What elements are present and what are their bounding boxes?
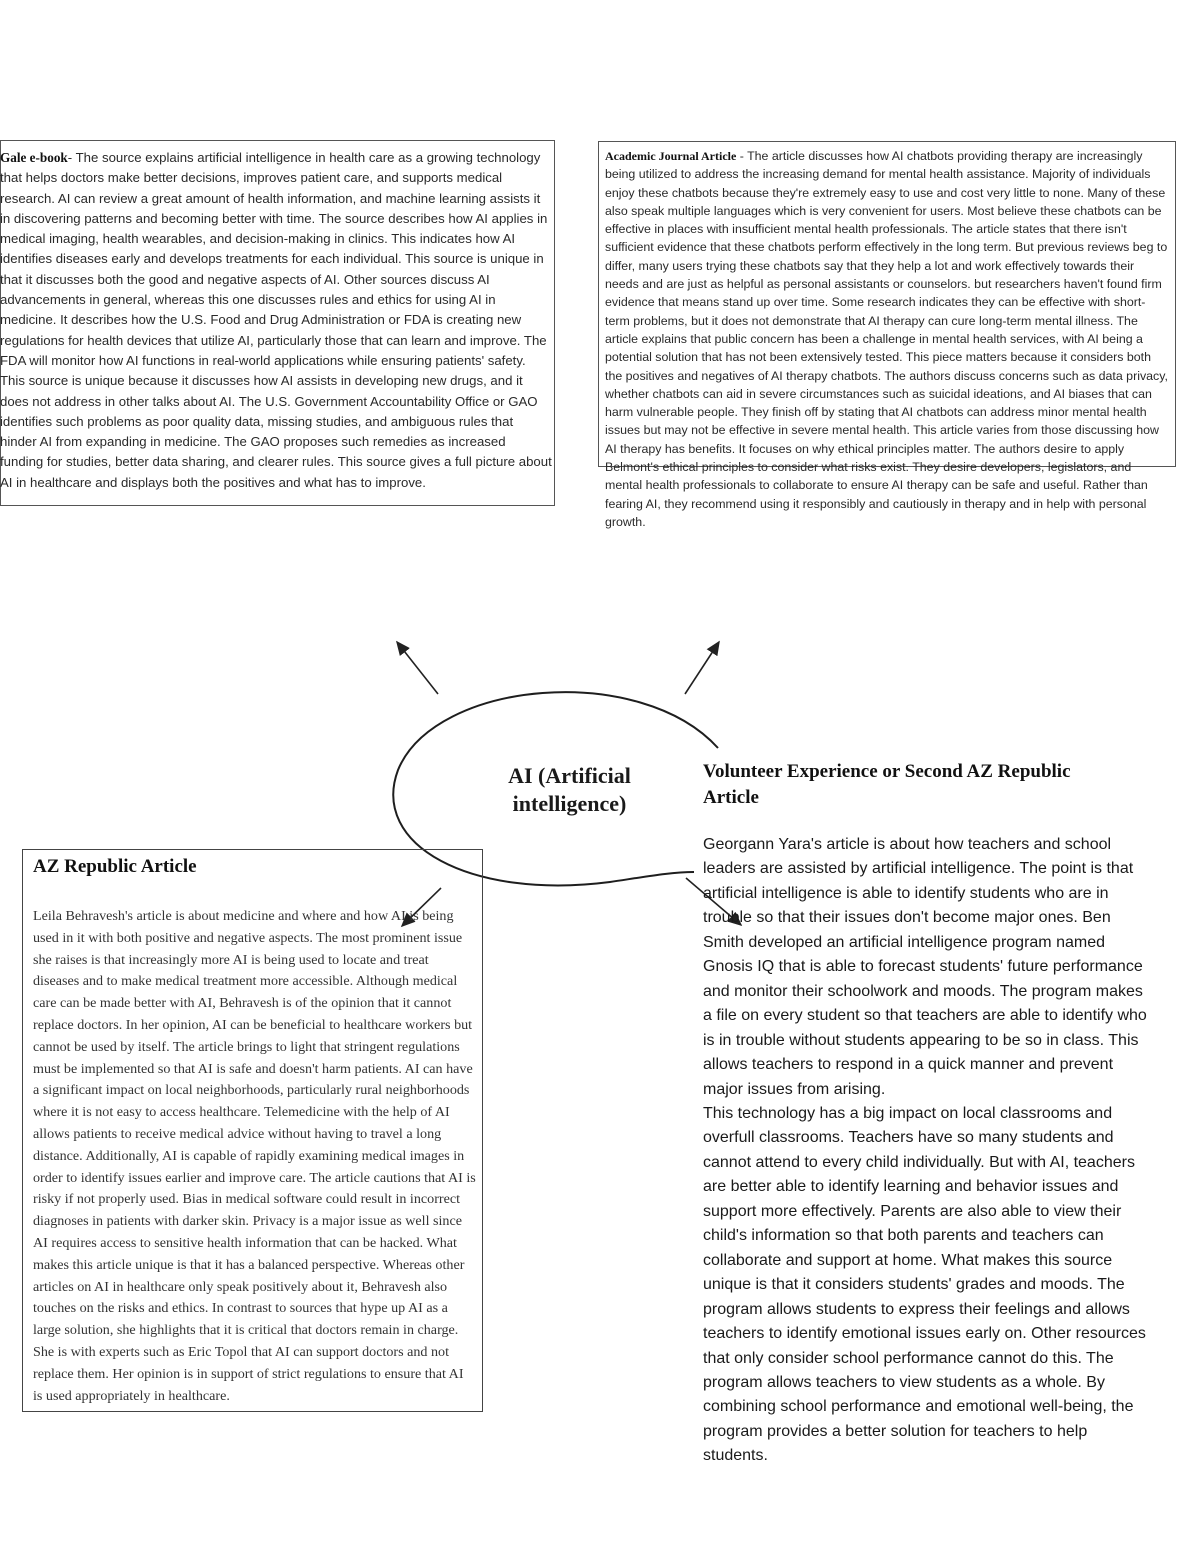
volunteer-heading: Volunteer Experience or Second AZ Republic Article bbox=[703, 761, 1071, 808]
az-republic-heading: AZ Republic Article bbox=[33, 856, 197, 877]
gale-ebook-summary bbox=[0, 148, 552, 493]
gale-ebook-text: - The source explains artificial intelligence in health care as a growing technology that helps doctors make better decisions, improves patient care, and supports medical research. AI can review a great amount of health information, and machine learning assists it in discovering patterns and becoming better with time. The source describes how AI applies in medical imaging, health wearables, and decision-making in clinics. This indicates how AI identifies diseases early and develops treatments for each individual. This source is unique in that it discusses both the good and negative aspects of AI. Other sources discuss AI advancements in general, whereas this one discusses rules and ethics for using AI in medicine. It describes how the U.S. Food and Drug Administration or FDA is creating new regulations for health devices that utilize AI, particularly those that can learn and improve. The FDA will monitor how AI functions in real-world applications while ensuring patients' safety. This source is unique because it discusses how AI assists in developing new drugs, and it does not address in other talks about AI. The U.S. Government Accountability Office or GAO identifies such problems as poor quality data, missing studies, and ambiguous rules that hinder AI from expanding in medicine. The GAO proposes such remedies as increased funding for studies, better data sharing, and clearer rules. This source gives a full picture about AI in healthcare and displays both the positives and what has to improve. bbox=[0, 150, 552, 490]
volunteer-paragraph-1: Georgann Yara's article is about how teachers and school leaders are assisted by artificial intelligence. The point is that artificial intelligence is able to identify students who are in trouble so that their issues don't become major ones. Ben Smith developed an artificial intelligence program named Gnosis IQ that is able to forecast students' future performance and monitor their schoolwork and moods. The program makes a file on every student so that teachers are able to identify who is in trouble without students appearing to be so in class. This allows teachers to respond in a quick manner and prevent major issues from arising. bbox=[703, 836, 1147, 1098]
az-republic-summary: Leila Behravesh's article is about medicine and where and how AI is being used in it with both positive and negative aspects. The most prominent issue she raises is that increasingly more AI is being used to locate and treat diseases and to make medical treatment more accessible. Although medical care can be made better with AI, Behravesh is of the opinion that it cannot replace doctors. In her opinion, AI can be beneficial to healthcare workers but cannot be used by itself. The article brings to light that stringent regulations must be implemented so that AI is safe and doesn't harm patients. AI can have a significant impact on local neighborhoods, particularly rural neighborhoods where it is not easy to access healthcare. Telemedicine with the help of AI allows patients to receive medical advice without having to travel a long distance. Additionally, AI is capable of rapidly examining medical images in order to identify issues earlier and improve care. The article cautions that AI is risky if not properly used. Bias in medical software could result in incorrect diagnoses in patients with darker skin. Privacy is a major issue as well since AI requires access to sensitive health information that can be hacked. What makes this article unique is that it has a balanced perspective. Whereas other articles on AI in healthcare only speak positively about it, Behravesh also touches on the risks and ethics. In contrast to sources that hype up AI as a large solution, she highlights that it is critical that doctors remain in charge. She is with experts such as Eric Topol that AI can support doctors and not replace them. Her opinion is in support of strict regulations to ensure that AI is used appropriately in healthcare. bbox=[33, 908, 476, 1404]
journal-article-summary bbox=[605, 147, 1170, 531]
volunteer-summary bbox=[703, 833, 1148, 1469]
journal-article-label: Academic Journal Article bbox=[605, 149, 737, 163]
arrow-to-gale bbox=[397, 642, 438, 694]
journal-article-text: - The article discusses how AI chatbots providing therapy are increasingly being utilized to address the increasing demand for mental health assistance. Majority of individuals enjoy these chatbots because they're extremely easy to use and cost very little to none. Many of these also speak multiple languages which is very convenient for users. Most believe these chatbots can be effective in places with insufficient mental health professionals. The article states that there isn't sufficient evidence that these chatbots perform effectively in the long term. But previous reviews beg to differ, many users trying these chatbots say that they help a lot and work effectively towards their needs and are just as helpful as personal assistants or counselors. but researchers haven't found firm evidence that means stand up over time. Some research indicates they can be effective with short-term problems, but it does not demonstrate that AI therapy can cure long-term mental illness. The article explains that public concern has been a challenge in mental health services, with AI being a potential solution that has not been extensively tested. This piece matters because it considers both the positives and negatives of AI therapy chatbots. The authors discuss concerns such as data privacy, whether chatbots can aid in severe circumstances such as suicidal ideations, and AI biases that can harm vulnerable people. They finish off by stating that AI chatbots can address minor mental health issues but may not be effective in severe mental health. This article varies from those discussing how AI therapy has benefits. It focuses on why ethical principles matter. The authors desire to apply Belmont's ethical principles to consider what risks exist. They desire developers, legislators, and mental health professionals to collaborate to ensure AI therapy can be safe and useful. Rather than fearing AI, they recommend using it responsibly and cautiously in therapy and in help with personal growth. bbox=[605, 149, 1168, 529]
arrow-to-journal bbox=[685, 642, 719, 694]
center-topic-title: AI (Artificial intelligence) bbox=[508, 763, 631, 816]
volunteer-paragraph-2: This technology has a big impact on local classrooms and overfull classrooms. Teachers have so many students and cannot attend to every child individually. But with AI, teachers are better able to identify learning and behavior issues and support more effectively. Parents are also able to view their child's information so that both parents and teachers can collaborate and support at home. What makes this source unique is that it considers students' grades and moods. The program allows students to express their feelings and allows teachers to identify emotional issues early on. Other resources that only consider school performance cannot do this. The program allows teachers to view students as a whole. By combining school performance and emotional well-being, the program provides a better solution for teachers to help students. bbox=[703, 1104, 1146, 1465]
gale-ebook-label: Gale e-book bbox=[0, 150, 68, 165]
